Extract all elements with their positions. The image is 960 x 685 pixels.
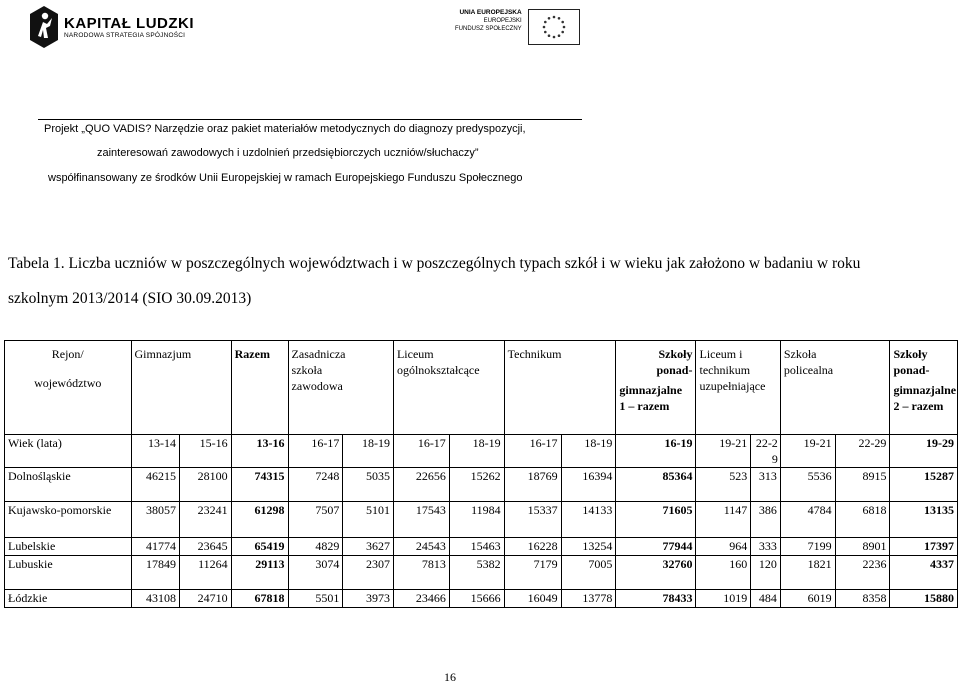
region-cell: Lubuskie — [5, 556, 132, 590]
age-cell: 19-21 — [780, 435, 835, 468]
region-cell: Dolnośląskie — [5, 468, 132, 502]
value-cell: 7813 — [393, 556, 449, 590]
value-cell: 15463 — [449, 538, 504, 556]
page-number: 16 — [444, 670, 456, 684]
header-razem: Razem — [231, 341, 288, 435]
value-cell: 6818 — [835, 502, 890, 538]
header-liceum: Liceum ogólnokształcące — [393, 341, 504, 435]
age-cell: 19-21 — [696, 435, 751, 468]
students-table — [4, 340, 958, 608]
value-cell: 17849 — [131, 556, 179, 590]
value-cell: 17543 — [393, 502, 449, 538]
age-cell: 18-19 — [449, 435, 504, 468]
value-cell: 484 — [751, 590, 781, 608]
value-cell: 28100 — [179, 468, 231, 502]
value-cell: 78433 — [616, 590, 696, 608]
value-cell: 14133 — [561, 502, 616, 538]
value-cell: 7005 — [561, 556, 616, 590]
value-cell: 2236 — [835, 556, 890, 590]
value-cell: 3074 — [288, 556, 343, 590]
header-rejon: Rejon/ województwo — [5, 341, 132, 435]
value-cell: 4829 — [288, 538, 343, 556]
age-cell: 16-17 — [504, 435, 561, 468]
value-cell: 7179 — [504, 556, 561, 590]
value-cell: 5035 — [343, 468, 394, 502]
value-cell: 8915 — [835, 468, 890, 502]
eu-line3: FUNDUSZ SPOŁECZNY — [455, 26, 522, 32]
age-cell: 13-14 — [131, 435, 179, 468]
value-cell: 5536 — [780, 468, 835, 502]
value-cell: 61298 — [231, 502, 288, 538]
value-cell: 15287 — [890, 468, 958, 502]
header-line-2: zainteresowań zawodowych i uzdolnień przedsiębiorczych uczniów/słuchaczy” — [97, 147, 479, 159]
table-row — [5, 502, 958, 538]
header-zasadnicza: Zasadnicza szkoła zawodowa — [288, 341, 393, 435]
value-cell: 386 — [751, 502, 781, 538]
age-cell: 22-29 — [751, 435, 781, 468]
age-cell: 13-16 — [231, 435, 288, 468]
value-cell: 16394 — [561, 468, 616, 502]
value-cell: 1019 — [696, 590, 751, 608]
value-cell: 313 — [751, 468, 781, 502]
header-line-3: współfinansowany ze środków Unii Europejskiej w ramach Europejskiego Funduszu Społecznego — [48, 172, 523, 184]
value-cell: 5501 — [288, 590, 343, 608]
value-cell: 3627 — [343, 538, 394, 556]
table-row — [5, 468, 958, 502]
value-cell: 7507 — [288, 502, 343, 538]
value-cell: 16049 — [504, 590, 561, 608]
value-cell: 71605 — [616, 502, 696, 538]
table-header-row — [5, 341, 958, 435]
value-cell: 67818 — [231, 590, 288, 608]
age-label: Wiek (lata) — [5, 435, 132, 468]
value-cell: 7248 — [288, 468, 343, 502]
age-cell: 16-17 — [393, 435, 449, 468]
value-cell: 41774 — [131, 538, 179, 556]
value-cell: 38057 — [131, 502, 179, 538]
value-cell: 74315 — [231, 468, 288, 502]
value-cell: 15666 — [449, 590, 504, 608]
value-cell: 13778 — [561, 590, 616, 608]
value-cell: 160 — [696, 556, 751, 590]
value-cell: 13254 — [561, 538, 616, 556]
value-cell: 43108 — [131, 590, 179, 608]
age-cell: 15-16 — [179, 435, 231, 468]
region-cell: Łódzkie — [5, 590, 132, 608]
value-cell: 6019 — [780, 590, 835, 608]
table-row — [5, 538, 958, 556]
value-cell: 4337 — [890, 556, 958, 590]
eu-line1: UNIA EUROPEJSKA — [459, 9, 522, 16]
kapital-ludzki-title: KAPITAŁ LUDZKI — [64, 14, 195, 32]
value-cell: 523 — [696, 468, 751, 502]
eu-line2: EUROPEJSKI — [483, 18, 522, 24]
value-cell: 11984 — [449, 502, 504, 538]
value-cell: 29113 — [231, 556, 288, 590]
value-cell: 46215 — [131, 468, 179, 502]
value-cell: 120 — [751, 556, 781, 590]
value-cell: 23645 — [179, 538, 231, 556]
header-szkoly-ponadgimnazjalne-1: Szkoły ponad- gimnazjalne 1 – razem — [616, 341, 696, 435]
region-cell: Lubelskie — [5, 538, 132, 556]
value-cell: 8358 — [835, 590, 890, 608]
value-cell: 7199 — [780, 538, 835, 556]
value-cell: 11264 — [179, 556, 231, 590]
value-cell: 85364 — [616, 468, 696, 502]
value-cell: 24710 — [179, 590, 231, 608]
header-gimnazjum: Gimnazjum — [131, 341, 231, 435]
value-cell: 15337 — [504, 502, 561, 538]
age-row — [5, 435, 958, 468]
value-cell: 77944 — [616, 538, 696, 556]
header-szkoly-ponadgimnazjalne-2: Szkoły ponad- gimnazjalne 2 – razem — [890, 341, 958, 435]
value-cell: 22656 — [393, 468, 449, 502]
header-liceum-technikum: Liceum i technikum uzupełniające — [696, 341, 780, 435]
age-cell: 16-19 — [616, 435, 696, 468]
value-cell: 333 — [751, 538, 781, 556]
value-cell: 65419 — [231, 538, 288, 556]
kapital-ludzki-subtitle: NARODOWA STRATEGIA SPÓJNOŚCI — [64, 31, 186, 39]
value-cell: 18769 — [504, 468, 561, 502]
value-cell: 964 — [696, 538, 751, 556]
age-cell: 18-19 — [561, 435, 616, 468]
kapital-ludzki-emblem-icon — [30, 6, 58, 48]
value-cell: 13135 — [890, 502, 958, 538]
value-cell: 1821 — [780, 556, 835, 590]
table-row — [5, 556, 958, 590]
header-technikum: Technikum — [504, 341, 616, 435]
age-cell: 19-29 — [890, 435, 958, 468]
table-caption-line-1: Tabela 1. Liczba uczniów w poszczególnych województwach i w poszczególnych typach szkół i w wieku jak założono w badaniu w roku — [8, 255, 861, 272]
value-cell: 15262 — [449, 468, 504, 502]
age-cell: 18-19 — [343, 435, 394, 468]
eu-logo — [455, 9, 580, 45]
age-cell: 22-29 — [835, 435, 890, 468]
value-cell: 3973 — [343, 590, 394, 608]
age-cell: 16-17 — [288, 435, 343, 468]
header-rule — [38, 119, 582, 120]
value-cell: 23466 — [393, 590, 449, 608]
value-cell: 4784 — [780, 502, 835, 538]
value-cell: 5382 — [449, 556, 504, 590]
header-line-1: Projekt „QUO VADIS? Narzędzie oraz pakiet materiałów metodycznych do diagnozy predyspozycji, — [44, 123, 526, 135]
header-szkola-policealna: Szkoła policealna — [780, 341, 890, 435]
table-row — [5, 590, 958, 608]
value-cell: 16228 — [504, 538, 561, 556]
table-caption-line-2: szkolnym 2013/2014 (SIO 30.09.2013) — [8, 290, 252, 307]
value-cell: 15880 — [890, 590, 958, 608]
value-cell: 32760 — [616, 556, 696, 590]
value-cell: 17397 — [890, 538, 958, 556]
eu-flag-icon — [528, 9, 580, 45]
value-cell: 1147 — [696, 502, 751, 538]
value-cell: 5101 — [343, 502, 394, 538]
value-cell: 24543 — [393, 538, 449, 556]
value-cell: 8901 — [835, 538, 890, 556]
value-cell: 2307 — [343, 556, 394, 590]
region-cell: Kujawsko-pomorskie — [5, 502, 132, 538]
kapital-ludzki-logo — [30, 6, 194, 48]
value-cell: 23241 — [179, 502, 231, 538]
